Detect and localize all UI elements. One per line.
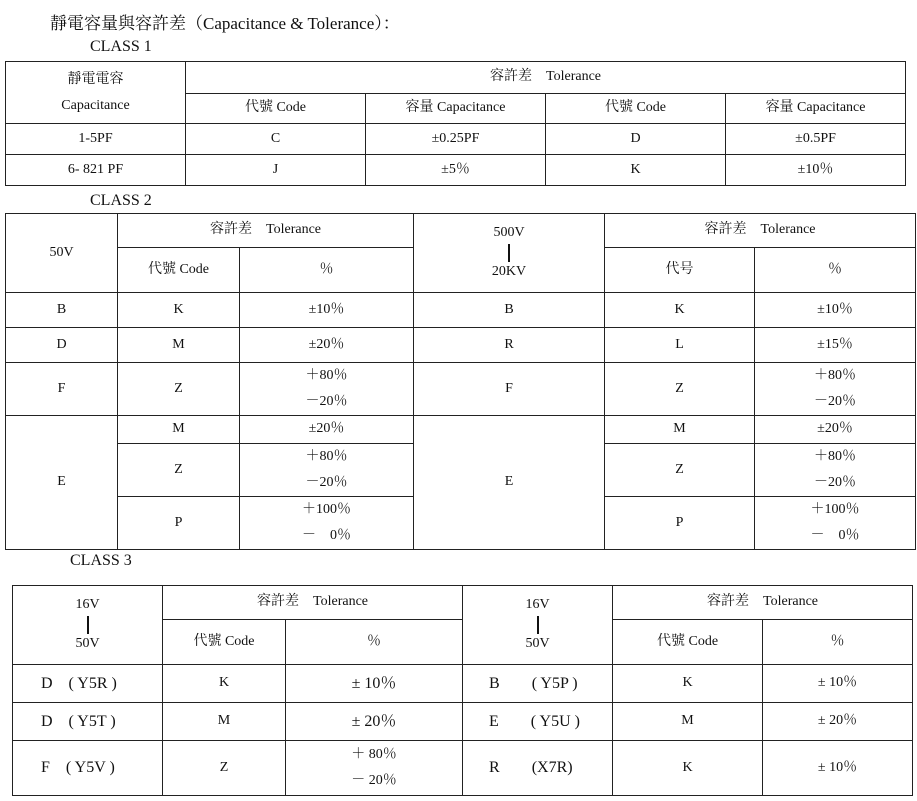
tolerance-plus: ＋80％ — [814, 449, 857, 464]
voltage-bottom: 50V — [75, 636, 100, 651]
table-cell: ± 10％ — [763, 665, 913, 703]
table-cell: 1-5PF — [6, 124, 186, 155]
voltage-bottom: 50V — [525, 636, 550, 651]
class3-tolerance-header: 容許差 Tolerance — [613, 586, 913, 620]
tolerance-minus: －20％ — [814, 394, 857, 409]
table-cell: M — [613, 703, 763, 741]
table-row — [13, 703, 913, 741]
table-cell: P — [118, 497, 240, 550]
table-row — [6, 293, 916, 328]
table-row — [6, 328, 916, 363]
table-cell: ±15％ — [755, 328, 916, 363]
table-cell: ±10％ — [240, 293, 414, 328]
table-cell: Z — [605, 363, 755, 416]
table-cell: Z — [118, 363, 240, 416]
class3-voltage-range-header — [13, 586, 163, 665]
table-cell: M — [163, 703, 286, 741]
capacitance-header-zh: 靜電電容 — [67, 71, 124, 87]
range-separator — [508, 244, 510, 262]
table-cell: P — [605, 497, 755, 550]
table-cell: C — [186, 124, 366, 155]
class3-code-header: 代號 Code — [613, 620, 763, 665]
tolerance-minus: － 20％ — [351, 773, 397, 788]
class3-voltage-range-header — [463, 586, 613, 665]
table-cell: Z — [118, 444, 240, 497]
class1-code-header: 代號 Code — [186, 94, 366, 124]
range-separator — [87, 616, 89, 634]
tolerance-minus: －20％ — [305, 475, 348, 490]
voltage-top: 16V — [75, 597, 100, 613]
table-cell: ±20％ — [755, 416, 916, 444]
table-cell: B ( Y5P ) — [463, 665, 613, 703]
table-cell: B — [6, 293, 118, 328]
table-cell: K — [118, 293, 240, 328]
table-row — [13, 665, 913, 703]
table-cell: K — [163, 665, 286, 703]
class2-pct-header: ％ — [755, 248, 916, 293]
class2-code-header: 代號 Code — [118, 248, 240, 293]
table-row — [6, 416, 916, 444]
table-cell: D ( Y5R ) — [13, 665, 163, 703]
class3-code-header: 代號 Code — [163, 620, 286, 665]
table-row — [6, 155, 906, 186]
table-cell — [240, 363, 414, 416]
table-row — [13, 741, 913, 796]
tolerance-plus: ＋100％ — [810, 502, 860, 517]
tolerance-plus: ＋80％ — [814, 368, 857, 383]
class2-voltage-header: 50V — [6, 214, 118, 293]
table-cell: ± 10％ — [763, 741, 913, 796]
table-cell: ± 20％ — [286, 703, 463, 741]
class2-table — [5, 213, 916, 550]
voltage-top: 16V — [525, 597, 550, 613]
table-cell — [755, 363, 916, 416]
class3-tolerance-header: 容許差 Tolerance — [163, 586, 463, 620]
class2-code-header: 代号 — [605, 248, 755, 293]
table-cell: R (X7R) — [463, 741, 613, 796]
voltage-bottom: 20KV — [491, 264, 527, 279]
table-cell: ±20％ — [240, 328, 414, 363]
table-cell: D — [546, 124, 726, 155]
table-cell — [240, 444, 414, 497]
range-separator — [537, 616, 539, 634]
class1-label: CLASS 1 — [90, 38, 152, 55]
table-cell: D ( Y5T ) — [13, 703, 163, 741]
tolerance-minus: －20％ — [305, 394, 348, 409]
table-row — [6, 363, 916, 416]
table-row — [6, 124, 906, 155]
table-cell — [240, 497, 414, 550]
table-cell: F — [414, 363, 605, 416]
table-cell: K — [613, 665, 763, 703]
class2-tolerance-header: 容許差 Tolerance — [118, 214, 414, 248]
table-cell: K — [546, 155, 726, 186]
class3-label: CLASS 3 — [70, 552, 132, 569]
tolerance-minus: － 0％ — [302, 528, 351, 543]
table-cell: K — [613, 741, 763, 796]
class1-capacity-header: 容量 Capacitance — [366, 94, 546, 124]
table-cell: D — [6, 328, 118, 363]
table-cell: ±5％ — [366, 155, 546, 186]
tolerance-plus: ＋100％ — [302, 502, 351, 517]
table-cell: J — [186, 155, 366, 186]
class3-pct-header: ％ — [763, 620, 913, 665]
table-cell: M — [118, 416, 240, 444]
class2-label: CLASS 2 — [90, 192, 152, 209]
table-cell — [286, 741, 463, 796]
table-cell: M — [118, 328, 240, 363]
class1-table — [5, 61, 906, 186]
tolerance-minus: －20％ — [814, 475, 857, 490]
tolerance-plus: ＋80％ — [305, 449, 348, 464]
class1-capacitance-header — [6, 62, 186, 124]
table-cell: Z — [163, 741, 286, 796]
table-cell: ± 20％ — [763, 703, 913, 741]
class1-code-header: 代號 Code — [546, 94, 726, 124]
table-cell: B — [414, 293, 605, 328]
voltage-top: 500V — [493, 225, 525, 241]
capacitance-header-en: Capacitance — [61, 97, 130, 113]
table-cell: M — [605, 416, 755, 444]
table-cell: F ( Y5V ) — [13, 741, 163, 796]
table-cell: E — [6, 416, 118, 550]
table-cell: Z — [605, 444, 755, 497]
table-cell: E ( Y5U ) — [463, 703, 613, 741]
class2-tolerance-header: 容許差 Tolerance — [605, 214, 916, 248]
table-cell: ±0.5PF — [726, 124, 906, 155]
table-cell: 6- 821 PF — [6, 155, 186, 186]
table-cell: K — [605, 293, 755, 328]
tolerance-plus: ＋ 80％ — [351, 747, 397, 762]
class1-tolerance-header: 容許差 Tolerance — [186, 62, 906, 94]
tolerance-plus: ＋80％ — [305, 368, 348, 383]
table-cell: ±10％ — [755, 293, 916, 328]
tolerance-minus: － 0％ — [810, 528, 860, 543]
table-cell: ±10％ — [726, 155, 906, 186]
class2-voltage-range-header — [414, 214, 605, 293]
table-cell — [755, 497, 916, 550]
class2-pct-header: ％ — [240, 248, 414, 293]
page-title: 靜電容量與容許差（Capacitance & Tolerance）： — [50, 14, 400, 33]
table-cell: ±0.25PF — [366, 124, 546, 155]
table-cell: ±20％ — [240, 416, 414, 444]
class3-table — [12, 585, 913, 796]
class1-capacity-header: 容量 Capacitance — [726, 94, 906, 124]
table-cell: F — [6, 363, 118, 416]
table-cell: ± 10％ — [286, 665, 463, 703]
table-cell: E — [414, 416, 605, 550]
table-cell — [755, 444, 916, 497]
class3-pct-header: ％ — [286, 620, 463, 665]
table-cell: R — [414, 328, 605, 363]
table-cell: L — [605, 328, 755, 363]
